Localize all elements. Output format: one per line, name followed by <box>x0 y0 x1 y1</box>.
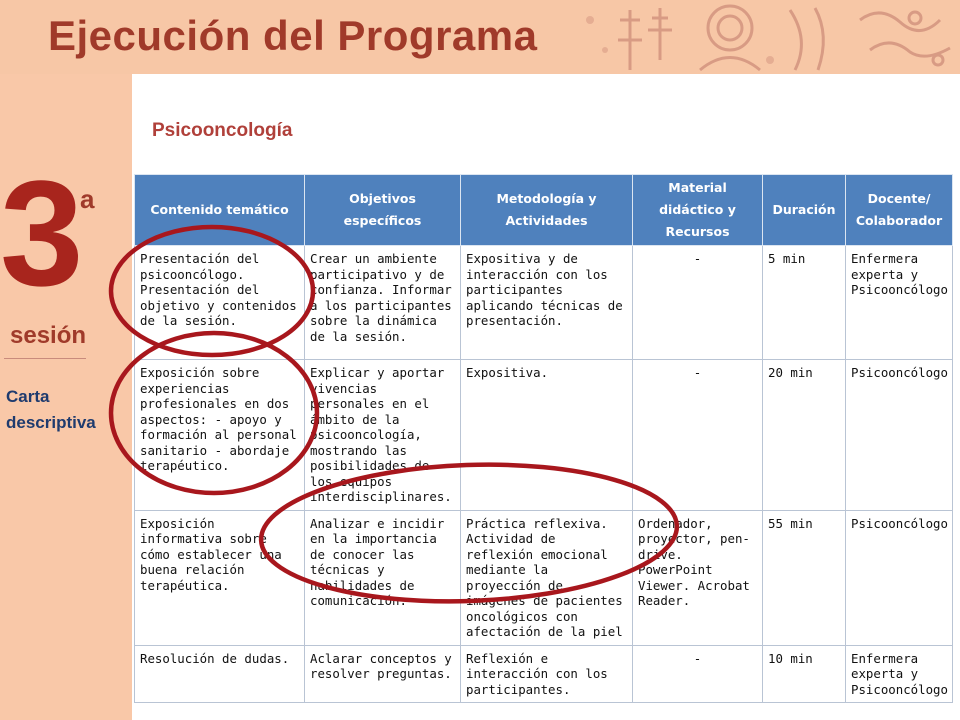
page-title: Ejecución del Programa <box>48 12 538 59</box>
cell-duracion: 10 min <box>763 645 846 703</box>
cell-metodologia: Expositiva. <box>461 360 633 511</box>
table-row <box>135 645 953 703</box>
session-number: 3 <box>0 149 84 317</box>
table-row <box>135 360 953 511</box>
cell-metodologia: Reflexión e interacción con los participantes. <box>461 645 633 703</box>
cell-contenido: Presentación del psicooncólogo. Presentación del objetivo y contenidos de la sesión. <box>135 246 305 360</box>
header-contenido: Contenido temático <box>135 175 305 246</box>
cell-duracion: 55 min <box>763 510 846 645</box>
cell-contenido: Resolución de dudas. <box>135 645 305 703</box>
cell-docente: Psicooncólogo <box>846 360 953 511</box>
header-duracion: Duración <box>763 175 846 246</box>
session-description: Carta descriptiva <box>6 387 96 432</box>
cell-objetivos: Crear un ambiente participativo y de confianza. Informar a los participantes sobre la dinámica de la sesión. <box>305 246 461 360</box>
header-metodologia: Metodología y Actividades <box>461 175 633 246</box>
section-subtitle: Psicooncología <box>152 120 293 141</box>
cell-material: - <box>633 360 763 511</box>
table-row <box>135 246 953 360</box>
cell-objetivos: Explicar y aportar vivencias personales en el ámbito de la psicooncología, mostrando las posibilidades de los equipos interdisciplinares. <box>305 360 461 511</box>
cell-duracion: 5 min <box>763 246 846 360</box>
cell-objetivos: Aclarar conceptos y resolver preguntas. <box>305 645 461 703</box>
header-objetivos: Objetivos específicos <box>305 175 461 246</box>
divider <box>4 358 86 359</box>
cell-metodologia: Práctica reflexiva. Actividad de reflexión emocional mediante la proyección de imágenes de pacientes oncológicos con afectación de la piel <box>461 510 633 645</box>
cell-contenido: Exposición informativa sobre cómo establecer una buena relación terapéutica. <box>135 510 305 645</box>
university-seal-watermark <box>560 0 960 78</box>
cell-material: - <box>633 246 763 360</box>
session-number-superscript: a <box>80 184 95 214</box>
session-label: sesión <box>10 322 87 349</box>
cell-contenido: Exposición sobre experiencias profesionales en dos aspectos: - apoyo y formación al personal sanitario - abordaje terapéutico. <box>135 360 305 511</box>
header-docente: Docente/ Colaborador <box>846 175 953 246</box>
header-material: Material didáctico y Recursos <box>633 175 763 246</box>
cell-material: - <box>633 645 763 703</box>
cell-docente: Enfermera experta y Psicooncólogo <box>846 246 953 360</box>
cell-material: Ordenador, proyector, pen-drive. PowerPoint Viewer. Acrobat Reader. <box>633 510 763 645</box>
program-table <box>134 174 953 703</box>
table-row <box>135 510 953 645</box>
cell-objetivos: Analizar e incidir en la importancia de conocer las técnicas y habilidades de comunicación. <box>305 510 461 645</box>
table-header-row <box>135 175 953 246</box>
cell-docente: Enfermera experta y Psicooncólogo <box>846 645 953 703</box>
cell-metodologia: Expositiva y de interacción con los participantes aplicando técnicas de presentación. <box>461 246 633 360</box>
cell-duracion: 20 min <box>763 360 846 511</box>
cell-docente: Psicooncólogo <box>846 510 953 645</box>
